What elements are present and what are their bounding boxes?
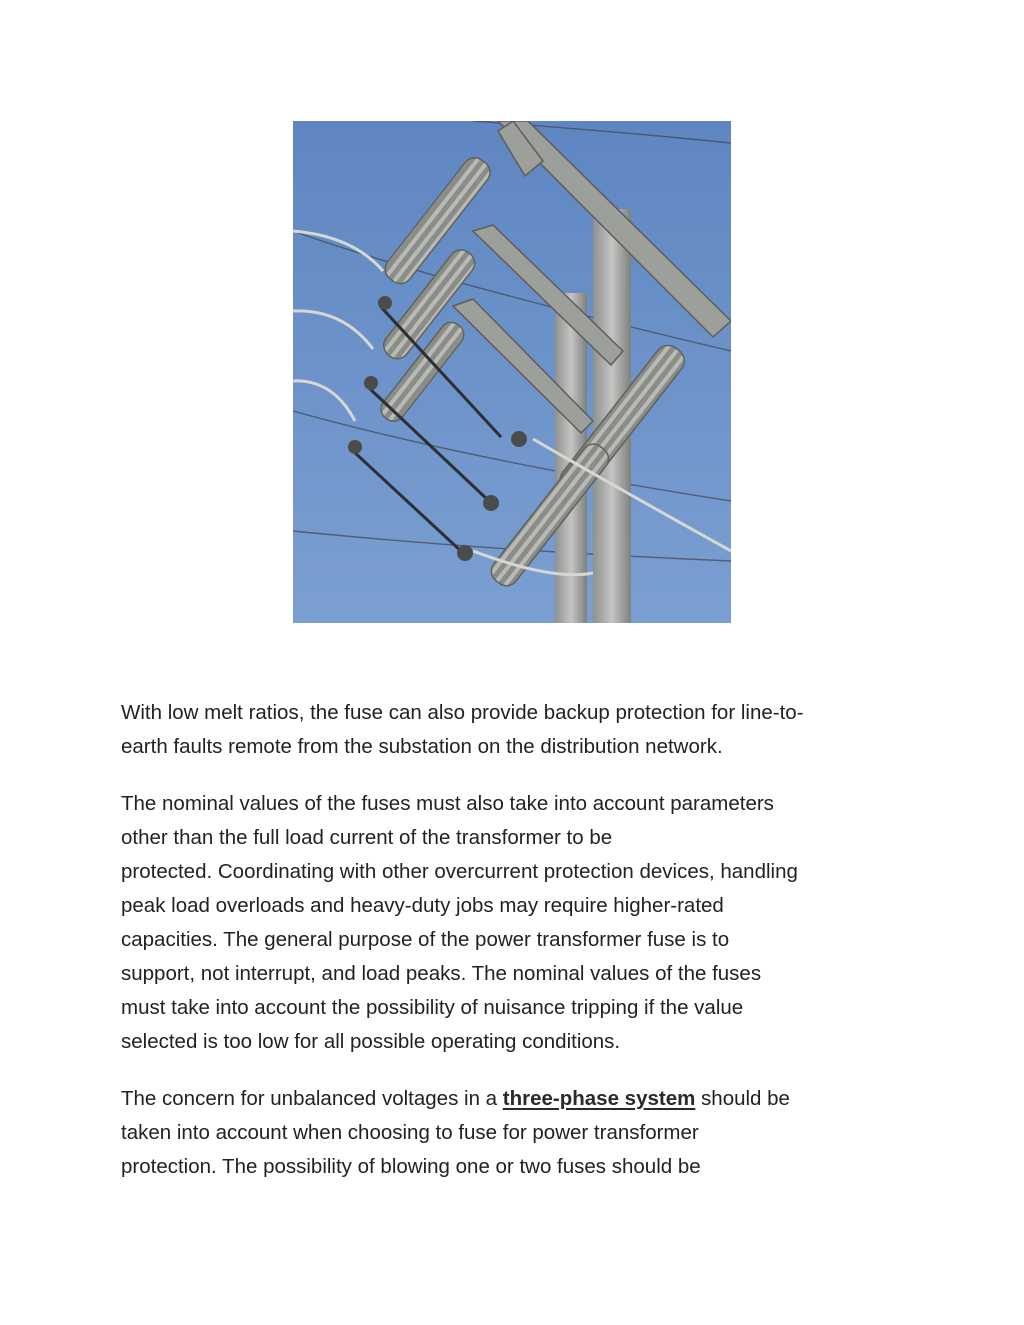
text-after-link: should be bbox=[695, 1087, 790, 1110]
paragraph-2 bbox=[121, 787, 911, 1059]
paragraph-line bbox=[121, 1082, 911, 1116]
paragraph-line: must take into account the possibility of nuisance tripping if the value bbox=[121, 996, 744, 1019]
paragraph-line: other than the full load current of the transformer to be bbox=[121, 826, 613, 849]
article-body bbox=[121, 696, 911, 1184]
paragraph-line: support, not interrupt, and load peaks. The nominal values of the fuses bbox=[121, 962, 762, 985]
paragraph-line: selected is too low for all possible operating conditions. bbox=[121, 1030, 621, 1053]
paragraph-line: The nominal values of the fuses must also take into account parameters bbox=[121, 792, 774, 815]
paragraph-line: earth faults remote from the substation on the distribution network. bbox=[121, 735, 723, 758]
fuse-cutout-photo-icon bbox=[293, 121, 731, 623]
three-phase-system-link[interactable]: three-phase system bbox=[502, 1087, 696, 1110]
fuse-cutout-photo bbox=[293, 121, 731, 623]
text-before-link: The concern for unbalanced voltages in a bbox=[121, 1087, 503, 1110]
paragraph-line: protection. The possibility of blowing one or two fuses should be bbox=[121, 1155, 701, 1178]
paragraph-3 bbox=[121, 1082, 911, 1184]
paragraph-line: protected. Coordinating with other overcurrent protection devices, handling bbox=[121, 860, 798, 883]
paragraph-1 bbox=[121, 696, 911, 764]
paragraph-line: capacities. The general purpose of the power transformer fuse is to bbox=[121, 928, 730, 951]
paragraph-line: peak load overloads and heavy-duty jobs may require higher-rated bbox=[121, 894, 724, 917]
paragraph-line: With low melt ratios, the fuse can also provide backup protection for line-to- bbox=[121, 701, 804, 724]
paragraph-line: taken into account when choosing to fuse for power transformer bbox=[121, 1121, 699, 1144]
